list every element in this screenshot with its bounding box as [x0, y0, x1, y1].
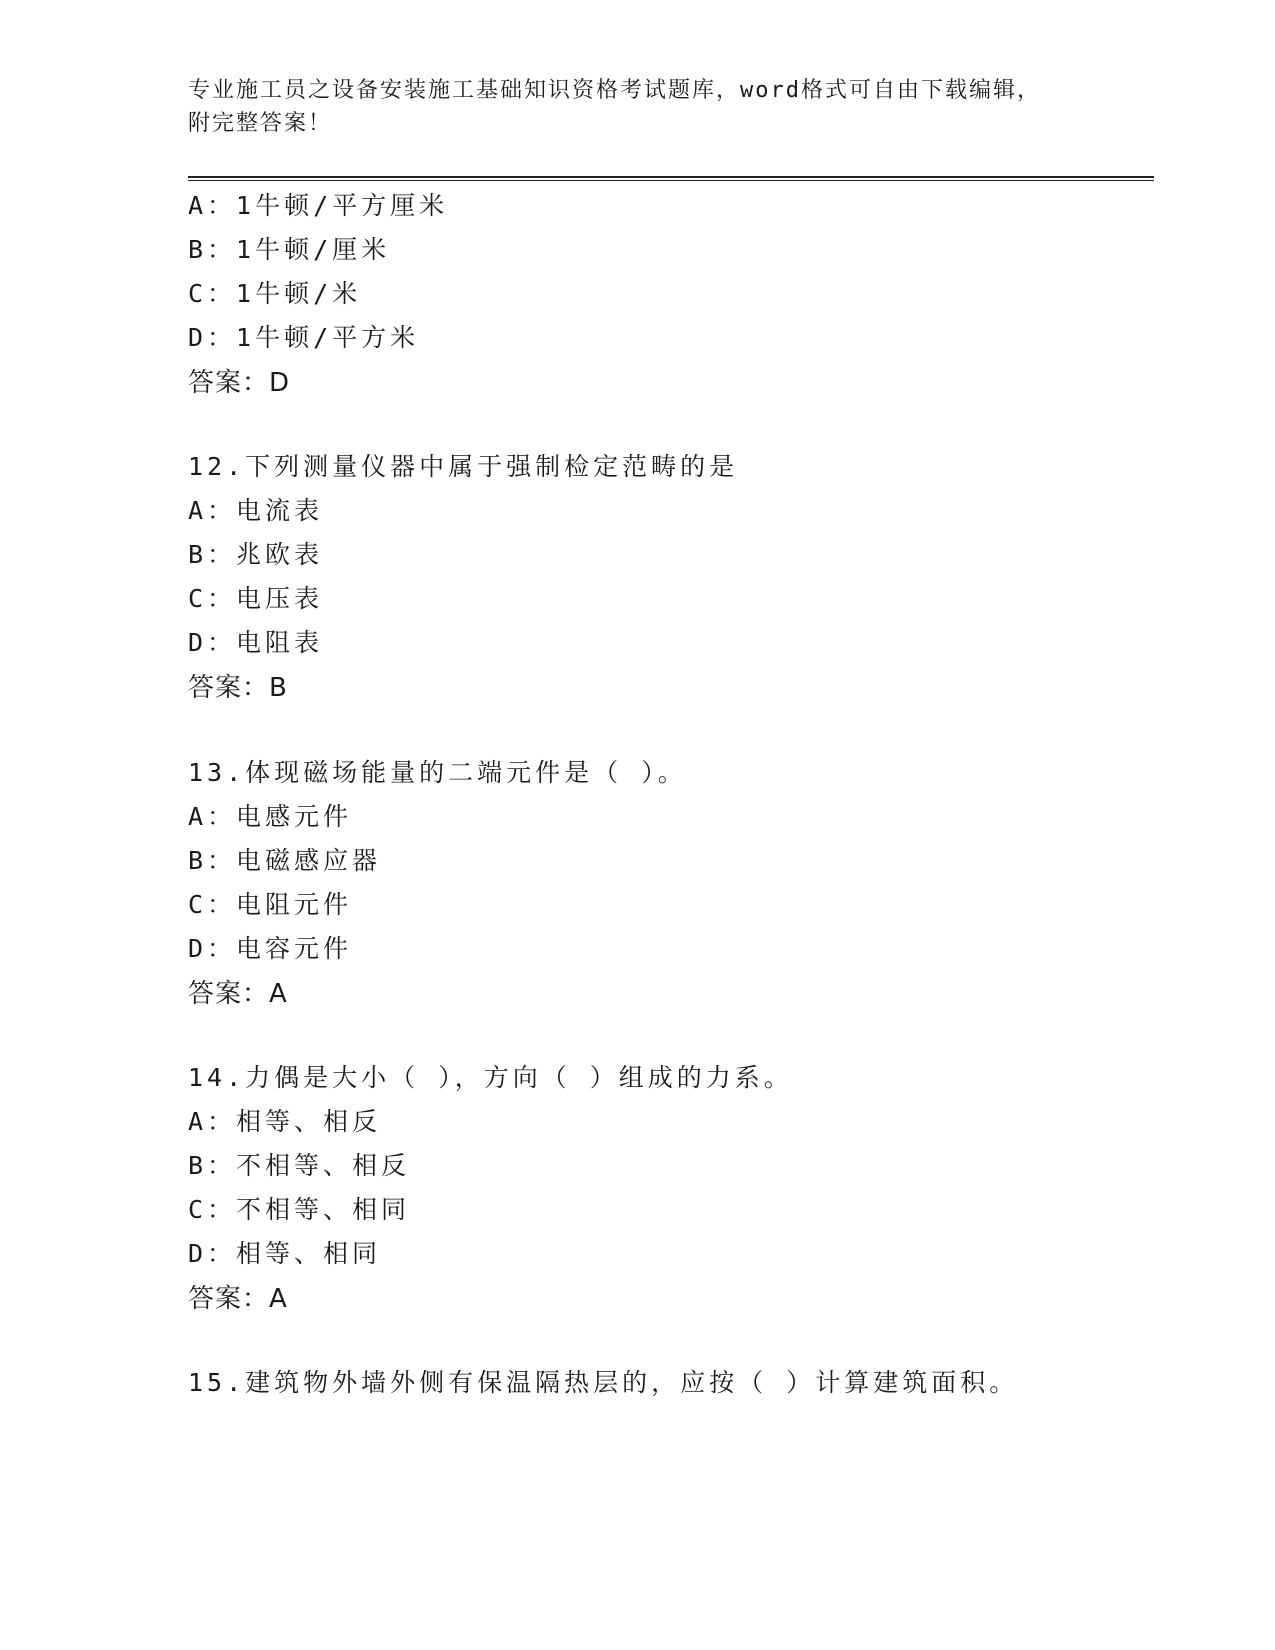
question-stem: 15.建筑物外墙外侧有保温隔热层的，应按（ ）计算建筑面积。: [188, 1368, 1019, 1397]
option-b: B：不相等、相反: [188, 1151, 411, 1180]
header-line-1: 专业施工员之设备安装施工基础知识资格考试题库，word格式可自由下载编辑，: [188, 78, 1041, 103]
option-d: D：电容元件: [188, 934, 353, 963]
question-stem: 14.力偶是大小（ ），方向（ ）组成的力系。: [188, 1063, 793, 1092]
question-stem: 12.下列测量仪器中属于强制检定范畴的是: [188, 452, 739, 481]
answer: 答案：B: [188, 673, 288, 703]
header-line-2: 附完整答案！: [188, 111, 333, 136]
option-c: C：电压表: [188, 584, 324, 613]
option-d: D：相等、相同: [188, 1239, 382, 1268]
answer: 答案：A: [188, 1284, 288, 1314]
option-d: D：1牛顿/平方米: [188, 323, 420, 352]
document-header: [188, 74, 1088, 140]
option-b: B：1牛顿/厘米: [188, 235, 391, 264]
answer: 答案：A: [188, 979, 288, 1009]
option-c: C：电阻元件: [188, 890, 353, 919]
option-d: D：电阻表: [188, 628, 324, 657]
question-stem: 13.体现磁场能量的二端元件是（ ）。: [188, 758, 687, 787]
answer: 答案：D: [188, 368, 291, 398]
option-b: B：电磁感应器: [188, 846, 382, 875]
option-c: C：不相等、相同: [188, 1195, 411, 1224]
option-a: A：电流表: [188, 496, 324, 525]
option-b: B：兆欧表: [188, 540, 324, 569]
option-c: C：1牛顿/米: [188, 279, 362, 308]
option-a: A：相等、相反: [188, 1107, 382, 1136]
header-divider: [188, 176, 1154, 181]
option-a: A：1牛顿/平方厘米: [188, 191, 449, 220]
option-a: A：电感元件: [188, 802, 353, 831]
